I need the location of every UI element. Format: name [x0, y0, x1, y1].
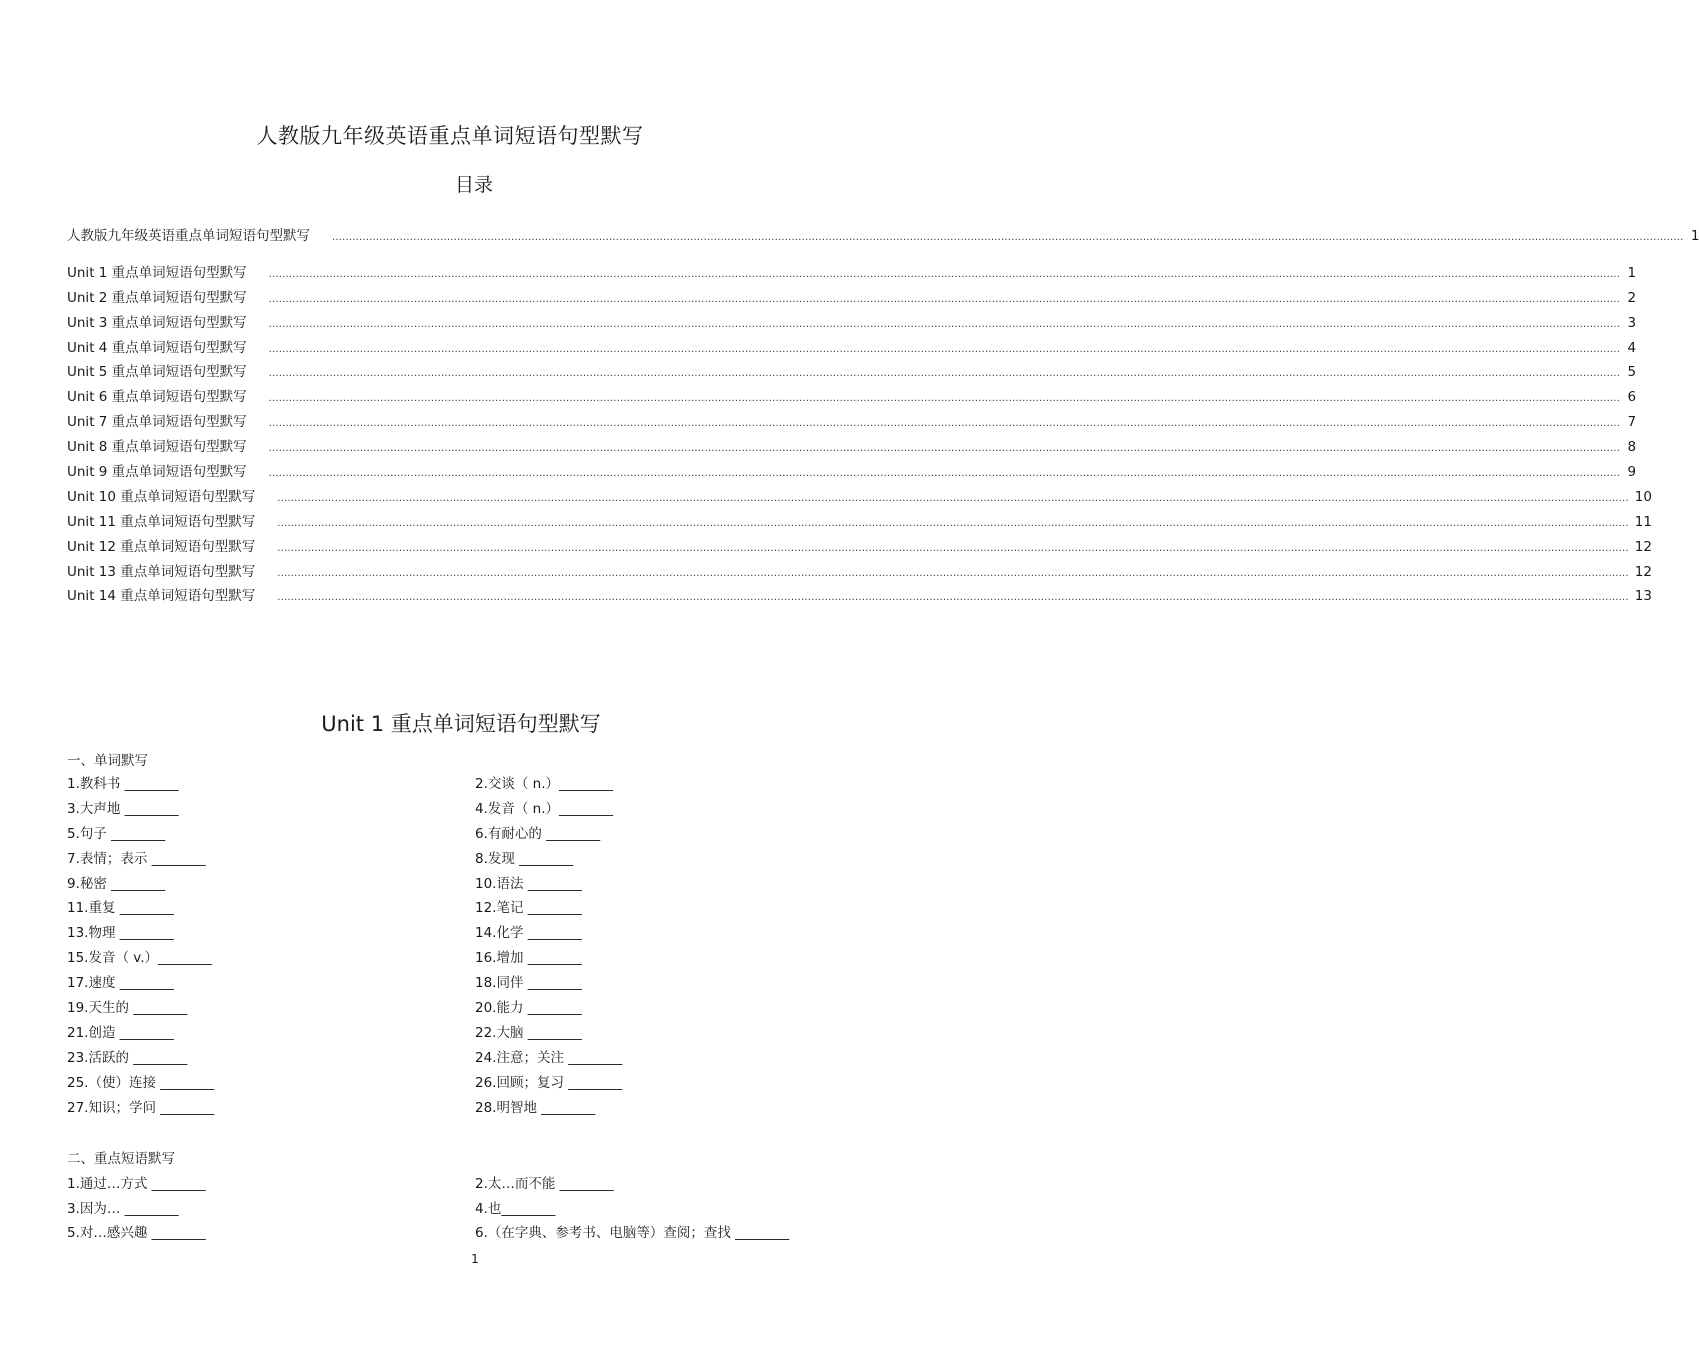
toc-leader-dots: ................................................................................................................................................................................................................................................................................................................................................................................................................	[268, 443, 1621, 455]
toc-leader-dots: ................................................................................................................................................................................................................................................................................................................................................................................................................	[268, 393, 1621, 405]
phrase-item: 1.通过…方式 ________	[67, 1176, 206, 1192]
word-item: 14.化学 ________	[475, 925, 582, 942]
word-item: 28.明智地 ________	[475, 1099, 596, 1116]
phrase-item: 5.对…感兴趣 ________	[67, 1225, 206, 1241]
phrases-list	[67, 1174, 867, 1248]
word-item: 17.速度 ________	[67, 975, 174, 992]
toc-leader-dots: ................................................................................................................................................................................................................................................................................................................................................................................................................	[268, 468, 1621, 480]
word-item: 23.活跃的 ________	[67, 1049, 188, 1066]
toc-leader-dots: ................................................................................................................................................................................................................................................................................................................................................................................................................	[277, 592, 1629, 604]
toc-entry-label: Unit 11 重点单词短语句型默写	[67, 513, 256, 530]
toc-entry-page: 2	[1627, 289, 1637, 306]
toc-entry[interactable]	[67, 385, 1637, 410]
document-title: 人教版九年级英语重点单词短语句型默写	[256, 124, 644, 148]
toc-entry-label: Unit 1 重点单词短语句型默写	[67, 264, 247, 281]
phrase-item: 4.也________	[475, 1200, 556, 1217]
toc-entry-label: Unit 10 重点单词短语句型默写	[67, 488, 256, 505]
unit-title: Unit 1 重点单词短语句型默写	[321, 712, 601, 736]
toc-entry-page: 7	[1627, 414, 1637, 431]
toc-entry-page: 10	[1634, 488, 1652, 505]
phrases-section-heading: 二、重点短语默写	[67, 1151, 175, 1167]
toc-entry[interactable]	[67, 584, 1652, 609]
toc-entry-page: 5	[1627, 364, 1637, 381]
toc-entry[interactable]	[67, 485, 1652, 510]
toc-entry[interactable]	[67, 224, 1699, 249]
word-item: 16.增加 ________	[475, 950, 582, 967]
word-item: 25.（使）连接 ________	[67, 1074, 215, 1091]
toc-entry[interactable]	[67, 510, 1652, 535]
word-item: 2.交谈（ n.）________	[475, 776, 614, 792]
word-item: 15.发音（ v.）________	[67, 950, 212, 967]
toc-entry-label: Unit 5 重点单词短语句型默写	[67, 364, 247, 381]
toc-entry[interactable]	[67, 460, 1637, 485]
word-item: 26.回顾；复习 ________	[475, 1074, 623, 1091]
toc-entry-page: 9	[1627, 464, 1637, 481]
words-section-heading: 一、单词默写	[67, 753, 148, 769]
toc-leader-dots: ................................................................................................................................................................................................................................................................................................................................................................................................................	[268, 318, 1621, 330]
toc-entry-label: Unit 12 重点单词短语句型默写	[67, 538, 256, 555]
word-item: 9.秘密 ________	[67, 875, 166, 892]
word-item: 20.能力 ________	[475, 1000, 582, 1017]
toc-entry[interactable]	[67, 261, 1637, 286]
word-item: 22.大脑 ________	[475, 1024, 582, 1041]
toc-heading: 目录	[454, 174, 493, 196]
word-item: 13.物理 ________	[67, 925, 174, 942]
toc-entry-label: Unit 7 重点单词短语句型默写	[67, 414, 247, 431]
toc-entry-page: 3	[1627, 314, 1637, 331]
toc-entry-page: 8	[1627, 439, 1637, 456]
phrase-item: 6.（在字典、参考书、电脑等）查阅；查找 ________	[475, 1225, 790, 1241]
toc-leader-dots: ................................................................................................................................................................................................................................................................................................................................................................................................................	[277, 567, 1629, 579]
word-item: 24.注意；关注 ________	[475, 1049, 623, 1066]
toc-leader-dots: ................................................................................................................................................................................................................................................................................................................................................................................................................	[332, 232, 1684, 243]
word-item: 3.大声地 ________	[67, 800, 179, 817]
word-item: 11.重复 ________	[67, 900, 174, 917]
toc-entry-label: Unit 8 重点单词短语句型默写	[67, 439, 247, 456]
toc-entry-label: Unit 2 重点单词短语句型默写	[67, 289, 247, 306]
toc-leader-dots: ................................................................................................................................................................................................................................................................................................................................................................................................................	[277, 542, 1629, 554]
toc-entry-label: Unit 4 重点单词短语句型默写	[67, 339, 247, 356]
phrase-item: 2.太…而不能 ________	[475, 1176, 614, 1192]
toc-entry-page: 12	[1634, 538, 1652, 555]
toc-entry-label: Unit 9 重点单词短语句型默写	[67, 464, 247, 481]
toc-entry-page: 1	[1690, 228, 1699, 244]
table-of-contents	[67, 224, 1699, 609]
word-item: 1.教科书 ________	[67, 776, 179, 792]
words-list	[67, 774, 867, 1122]
toc-leader-dots: ................................................................................................................................................................................................................................................................................................................................................................................................................	[268, 418, 1621, 430]
toc-leader-dots: ................................................................................................................................................................................................................................................................................................................................................................................................................	[268, 368, 1621, 380]
toc-leader-dots: ................................................................................................................................................................................................................................................................................................................................................................................................................	[268, 343, 1621, 355]
toc-entry-label: Unit 14 重点单词短语句型默写	[67, 588, 256, 605]
word-item: 4.发音（ n.）________	[475, 800, 614, 817]
toc-entry-page: 12	[1634, 563, 1652, 580]
toc-leader-dots: ................................................................................................................................................................................................................................................................................................................................................................................................................	[268, 293, 1621, 305]
toc-entry-label: Unit 6 重点单词短语句型默写	[67, 389, 247, 406]
phrase-item: 3.因为… ________	[67, 1200, 179, 1217]
page-number: 1	[471, 1252, 479, 1266]
toc-entry[interactable]	[67, 560, 1652, 585]
toc-entry-page: 13	[1634, 588, 1652, 605]
toc-entry[interactable]	[67, 410, 1637, 435]
toc-entry-page: 4	[1627, 339, 1637, 356]
toc-entry[interactable]	[67, 360, 1637, 385]
toc-entry[interactable]	[67, 336, 1637, 361]
word-item: 6.有耐心的 ________	[475, 825, 601, 842]
toc-leader-dots: ................................................................................................................................................................................................................................................................................................................................................................................................................	[268, 268, 1621, 280]
word-item: 12.笔记 ________	[475, 900, 582, 917]
toc-entry[interactable]	[67, 535, 1652, 560]
word-item: 21.创造 ________	[67, 1024, 174, 1041]
word-item: 8.发现 ________	[475, 850, 574, 867]
toc-entry[interactable]	[67, 311, 1637, 336]
toc-entry-page: 11	[1634, 513, 1652, 530]
toc-entry[interactable]	[67, 286, 1637, 311]
toc-entry-page: 6	[1627, 389, 1637, 406]
word-item: 5.句子 ________	[67, 825, 166, 842]
toc-leader-dots: ................................................................................................................................................................................................................................................................................................................................................................................................................	[277, 517, 1629, 529]
word-item: 18.同伴 ________	[475, 975, 582, 992]
toc-entry-label: Unit 3 重点单词短语句型默写	[67, 314, 247, 331]
word-item: 19.天生的 ________	[67, 1000, 188, 1017]
toc-entry-label: Unit 13 重点单词短语句型默写	[67, 563, 256, 580]
word-item: 10.语法 ________	[475, 875, 582, 892]
toc-leader-dots: ................................................................................................................................................................................................................................................................................................................................................................................................................	[277, 492, 1629, 504]
toc-entry-label: 人教版九年级英语重点单词短语句型默写	[67, 228, 310, 244]
toc-entry-page: 1	[1627, 264, 1637, 281]
word-item: 7.表情；表示 ________	[67, 850, 206, 867]
word-item: 27.知识；学问 ________	[67, 1099, 215, 1116]
toc-entry[interactable]	[67, 435, 1637, 460]
